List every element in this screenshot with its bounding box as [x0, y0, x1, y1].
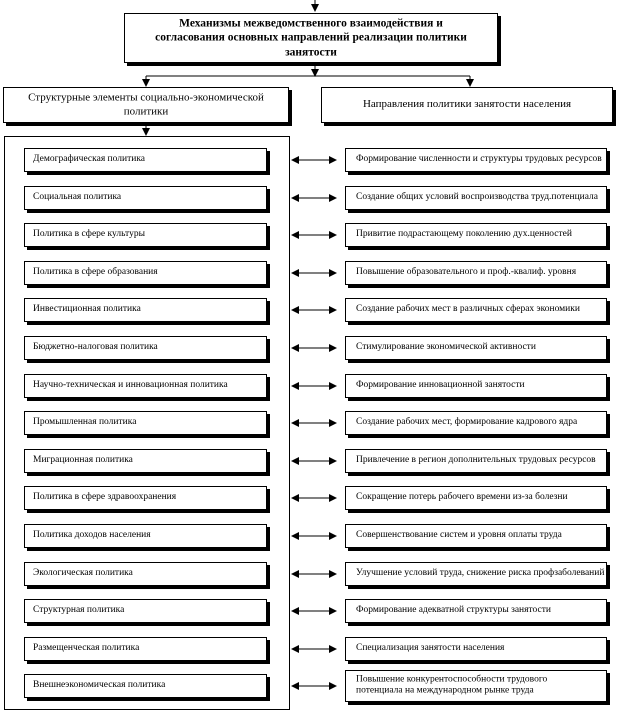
right-item-label: Формирование численности и структуры трудовых ресурсов	[356, 154, 602, 165]
right-item-label: Привитие подрастающему поколению дух.ценностей	[356, 229, 572, 240]
left-item	[24, 411, 267, 435]
right-item-label: Специализация занятости населения	[356, 643, 505, 654]
right-item	[345, 599, 607, 623]
right-item-label: Создание общих условий воспроизводства труд.потенциала	[356, 192, 599, 203]
left-item	[24, 524, 267, 548]
left-item	[24, 223, 267, 247]
right-item-label: Привлечение в регион дополнительных трудовых ресурсов	[356, 455, 596, 466]
right-item	[345, 411, 607, 435]
right-item	[345, 670, 607, 702]
right-item	[345, 486, 607, 510]
left-header: Структурные элементы социально-экономической политики	[28, 91, 264, 117]
right-item-label: Формирование инновационной занятости	[356, 380, 525, 391]
right-header-box	[321, 87, 613, 123]
right-item-label: Создание рабочих мест в различных сферах экономики	[356, 304, 580, 315]
right-item	[345, 148, 607, 172]
left-item	[24, 374, 267, 398]
left-item-label: Внешнеэкономическая политика	[33, 680, 166, 691]
right-item	[345, 261, 607, 285]
right-item-label: Совершенствование систем и уровня оплаты труда	[356, 530, 562, 541]
right-item	[345, 223, 607, 247]
right-item	[345, 562, 607, 586]
right-item-label: Формирование адекватной структуры занятости	[356, 605, 551, 616]
left-item-label: Инвестиционная политика	[33, 304, 141, 315]
left-item-label: Научно-техническая и инновационная политика	[33, 380, 228, 391]
left-item	[24, 148, 267, 172]
left-item	[24, 298, 267, 322]
left-item-label: Промышленная политика	[33, 417, 137, 428]
right-header: Направления политики занятости населения	[362, 98, 572, 111]
right-item-label: Создание рабочих мест, формирование кадрового ядра	[356, 417, 578, 428]
right-item-label: Улучшение условий труда, снижение риска профзаболеваний	[356, 568, 605, 579]
left-item-label: Структурная политика	[33, 605, 125, 616]
right-item-label: Стимулирование экономической активности	[356, 342, 536, 353]
left-item-label: Бюджетно-налоговая политика	[33, 342, 158, 353]
left-item	[24, 336, 267, 360]
left-item-label: Политика в сфере образования	[33, 267, 158, 278]
right-item	[345, 374, 607, 398]
left-item	[24, 486, 267, 510]
right-item	[345, 449, 607, 473]
top-title: Механизмы межведомственного взаимодействия и согласования основных направлений реализации политики занятости	[155, 17, 467, 59]
right-item	[345, 186, 607, 210]
right-item-label: Сокращение потерь рабочего времени из-за болезни	[356, 492, 568, 503]
left-item-label: Демографическая политика	[33, 154, 146, 165]
right-item	[345, 298, 607, 322]
left-item-label: Политика в сфере здравоохранения	[33, 492, 177, 503]
left-item-label: Социальная политика	[33, 192, 122, 203]
right-item-label: Повышение образовательного и проф.-квалиф. уровня	[356, 267, 577, 278]
left-item	[24, 261, 267, 285]
left-item-label: Миграционная политика	[33, 455, 133, 466]
left-item-label: Размещенческая политика	[33, 643, 140, 654]
left-item-label: Политика доходов населения	[33, 530, 151, 541]
left-header-box	[3, 87, 289, 123]
right-item-label: Повышение конкурентоспособности трудового потенциала на международном рынке труда	[356, 674, 548, 696]
left-item	[24, 562, 267, 586]
left-item-label: Экологическая политика	[33, 568, 133, 579]
left-item	[24, 637, 267, 661]
top-title-box	[124, 13, 498, 63]
right-item	[345, 524, 607, 548]
left-item	[24, 674, 267, 698]
right-item	[345, 637, 607, 661]
left-item	[24, 186, 267, 210]
left-item	[24, 599, 267, 623]
left-item-label: Политика в сфере культуры	[33, 229, 145, 240]
left-item	[24, 449, 267, 473]
right-item	[345, 336, 607, 360]
